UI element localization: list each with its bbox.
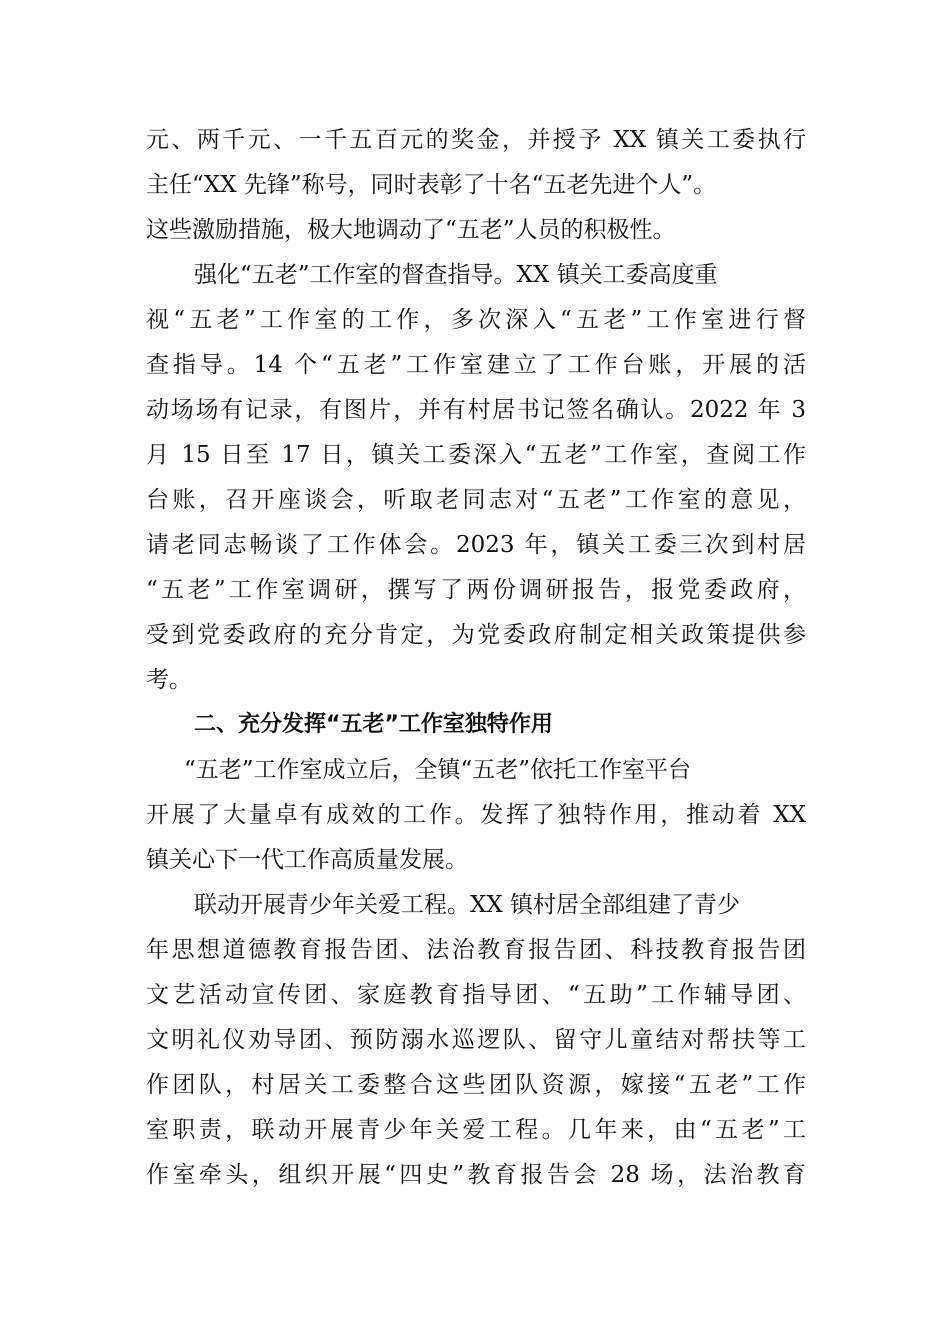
text-line: 镇关心下一代工作高质量发展。 — [146, 847, 468, 873]
section-heading: 二、充分发挥“五老”工作室独特作用 — [194, 712, 553, 737]
text-line: 作团队，村居关工委整合这些团队资源，嫁接“五老”工作 — [146, 1072, 806, 1098]
text-line: 强化“五老”工作室的督查指导。XX 镇关工委高度重 — [194, 262, 718, 288]
text-line: 台账，召开座谈会，听取老同志对“五老”工作室的意见， — [146, 487, 806, 513]
text-line: “五老”工作室成立后，全镇“五老”依托工作室平台 — [184, 757, 692, 783]
text-line: 主任“XX 先锋”称号，同时表彰了十名“五老先进个人”。 — [146, 172, 717, 198]
text-line: 请老同志畅谈了工作体会。2023 年，镇关工委三次到村居 — [146, 532, 806, 558]
text-line: 这些激励措施，极大地调动了“五老”人员的积极性。 — [146, 217, 676, 243]
text-line: 开展了大量卓有成效的工作。发挥了独特作用，推动着 XX — [146, 802, 806, 828]
text-line: 年思想道德教育报告团、法治教育报告团、科技教育报告团 — [146, 937, 806, 963]
text-line: 受到党委政府的充分肯定，为党委政府制定相关政策提供参 — [146, 622, 806, 648]
text-line: 月 15 日至 17 日，镇关工委深入“五老”工作室，查阅工作 — [146, 442, 806, 468]
text-line: 室职责，联动开展青少年关爱工程。几年来，由“五老”工 — [146, 1117, 806, 1143]
text-line: 联动开展青少年关爱工程。XX 镇村居全部组建了青少 — [194, 892, 741, 918]
text-line: 元、两千元、一千五百元的奖金，并授予 XX 镇关工委执行 — [146, 127, 806, 153]
text-line: “五老”工作室调研，撰写了两份调研报告，报党委政府， — [146, 577, 806, 603]
text-line: 考。 — [146, 667, 192, 693]
text-line: 文艺活动宣传团、家庭教育指导团、“五助”工作辅导团、 — [146, 982, 806, 1008]
text-line: 文明礼仪劝导团、预防溺水巡逻队、留守儿童结对帮扶等工 — [146, 1027, 806, 1053]
text-line: 作室牵头，组织开展“四史”教育报告会 28 场，法治教育 — [146, 1162, 806, 1188]
text-line: 查指导。14 个“五老”工作室建立了工作台账，开展的活 — [146, 352, 806, 378]
text-line: 视“五老”工作室的工作，多次深入“五老”工作室进行督 — [146, 307, 806, 333]
text-line: 动场场有记录，有图片，并有村居书记签名确认。2022 年 3 — [146, 397, 806, 423]
